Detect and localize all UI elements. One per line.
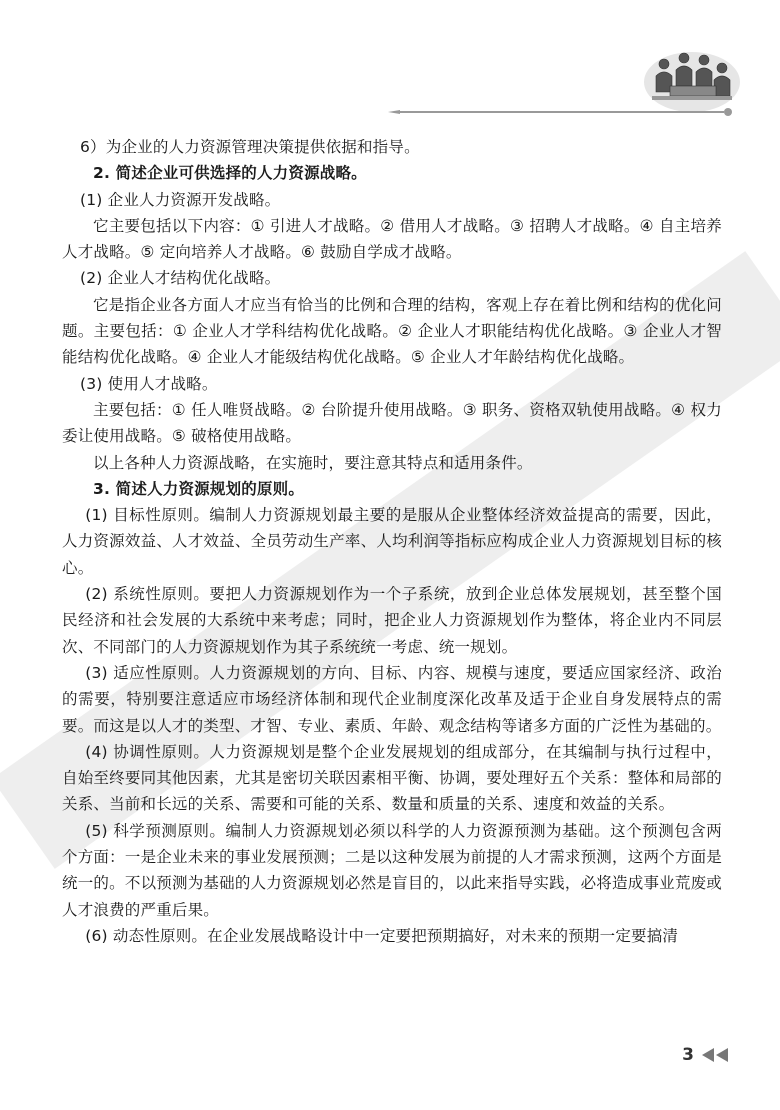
principle-paragraph: (3) 适应性原则。人力资源规划的方向、目标、内容、规模与速度，要适应国家经济、政治的需要，特别要注意适应市场经济体制和现代企业制度深化改革及适于企业自身发展特点的需要。而这是以人才的类型、才智、专业、素质、年龄、观念结构等诸多方面的广泛性为基础的。 <box>62 663 722 735</box>
principle-paragraph: (6) 动态性原则。在企业发展战略设计中一定要把预期搞好，对未来的预期一定要搞清 <box>85 926 679 945</box>
sub-heading: (1) 企业人力资源开发战略。 <box>80 190 281 209</box>
header-illustration <box>642 42 742 114</box>
sub-heading: (3) 使用人才战略。 <box>80 374 218 393</box>
paragraph: 它主要包括以下内容：① 引进人才战略。② 借用人才战略。③ 招聘人才战略。④ 自主培养人才战略。⑤ 定向培养人才战略。⑥ 鼓励自学成才战略。 <box>62 216 722 262</box>
principle-paragraph: (1) 目标性原则。编制人力资源规划最主要的是服从企业整体经济效益提高的需要，因此，人力资源效益、人才效益、全员劳动生产率、人均利润等指标应构成企业人力资源规划目标的核心。 <box>62 506 722 577</box>
paragraph: 它是指企业各方面人才应当有恰当的比例和合理的结构，客观上存在着比例和结构的优化问题。主要包括：① 企业人才学科结构优化战略。② 企业人才职能结构优化战略。③ 企业人才智能结构优化战略。④ 企业人才能级结构优化战略。⑤ 企业人才年龄结构优化战略。 <box>62 295 722 367</box>
paragraph: 以上各种人力资源战略，在实施时，要注意其特点和适用条件。 <box>93 453 533 472</box>
page-footer <box>682 1045 730 1065</box>
text-line: 6）为企业的人力资源管理决策提供依据和指导。 <box>80 138 420 156</box>
header-rule <box>388 108 734 116</box>
principle-paragraph: (4) 协调性原则。人力资源规划是整个企业发展规划的组成部分，在其编制与执行过程中，自始至终要同其他因素，尤其是密切关联因素相平衡、协调，要处理好五个关系：整体和局部的关系、当前和长远的关系、需要和可能的关系、数量和质量的关系、速度和效益的关系。 <box>62 742 722 814</box>
principle-paragraph: (5) 科学预测原则。编制人力资源规划必须以科学的人力资源预测为基础。这个预测包含两个方面：一是企业未来的事业发展预测；二是以这种发展为前提的人才需求预测，这两个方面是统一的。不以预测为基础的人力资源规划必然是盲目的，以此来指导实践，必将造成事业荒废或人才浪费的严重后果。 <box>62 821 722 919</box>
principle-paragraph: (2) 系统性原则。要把人力资源规划作为一个子系统，放到企业总体发展规划，甚至整个国民经济和社会发展的大系统中来考虑；同时，把企业人力资源规划作为整体，将企业内不同层次、不同部门的人力资源规划作为其子系统统一考虑、统一规划。 <box>62 585 722 656</box>
question-heading: 2. 简述企业可供选择的人力资源战略。 <box>93 164 367 183</box>
paragraph: 主要包括：① 任人唯贤战略。② 台阶提升使用战略。③ 职务、资格双轨使用战略。④ 权力委让使用战略。⑤ 破格使用战略。 <box>62 400 722 446</box>
sub-heading: (2) 企业人才结构优化战略。 <box>80 269 281 288</box>
page-number: 3 <box>682 1045 694 1065</box>
question-heading: 3. 简述人力资源规划的原则。 <box>93 479 305 498</box>
double-arrow-left-icon <box>700 1047 730 1063</box>
page-content <box>62 134 722 949</box>
